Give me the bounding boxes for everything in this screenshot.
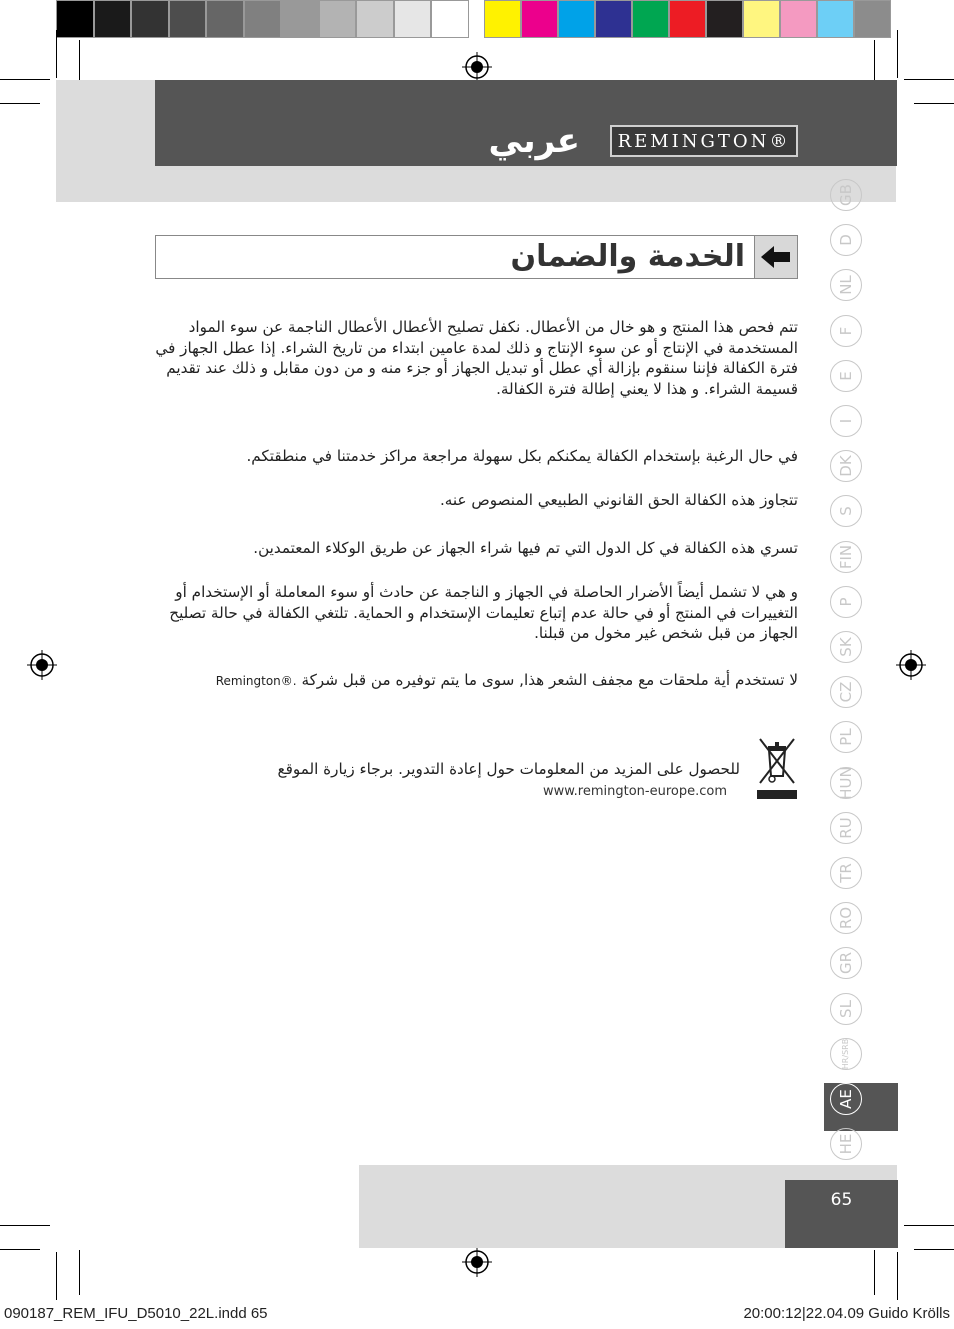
language-tab-d[interactable]: D [830, 224, 862, 256]
color-swatch [780, 0, 817, 38]
process-color-bar [484, 0, 891, 38]
warranty-paragraph-5: و هي لا تشمل أيضاً الأضرار الحاصلة في الجهاز و الناجمة عن حادث أو سوء المعاملة أو الإستخدام أو التغييرات في المنتج أو في حالة عدم إتباع تعليمات الإستخدام و الحماية. تلتغي الكفالة في حالة تصليح الجهاز من قبل شخص غير مخول من قبلنا. [169, 583, 798, 642]
crop-mark [0, 1225, 50, 1226]
language-title: عربي [488, 121, 580, 161]
weee-bar [757, 790, 797, 799]
language-tab-gr[interactable]: GR [830, 947, 862, 979]
language-tab-fin[interactable]: FIN [830, 541, 862, 573]
crop-mark [874, 40, 875, 80]
crop-mark [914, 1249, 954, 1250]
language-tab-gb[interactable]: GB [830, 179, 862, 211]
warranty-paragraph-1: تتم فحص هذا المنتج و هو خال من الأعطال. نكفل تصليح الأعطال الأعطال الناجمة عن سوء المواد المستخدمة في الإنتاج أو عن سوء الإنتاج و ذلك لمدة عامين ابتداء من تاريخ الشراء. إذا عطل الجهاز في فترة الكفالة فإننا سنقوم بإزالة أي عطل أو تبديل الجهاز أو جزء منه و من دون مقابل و ذلك عند تقديم قسيمة الشراء. و هذا لا يعني إطالة فترة الكفالة. [155, 318, 798, 398]
color-swatch [669, 0, 706, 38]
brand-name: Remington®. [215, 674, 297, 688]
color-swatch [743, 0, 780, 38]
file-slug: 090187_REM_IFU_D5010_22L.indd 65 [4, 1305, 268, 1322]
crop-mark [904, 1225, 954, 1226]
color-swatch [394, 0, 432, 38]
language-tab-p[interactable]: P [830, 586, 862, 618]
color-swatch [595, 0, 632, 38]
color-swatch [558, 0, 595, 38]
color-swatch [131, 0, 169, 38]
language-tab-i[interactable]: I [830, 405, 862, 437]
color-swatch [206, 0, 244, 38]
language-tab-e[interactable]: E [830, 360, 862, 392]
color-swatch [706, 0, 743, 38]
crop-mark [897, 30, 898, 78]
accessories-note: لا تستخدم أية ملحقات مع مجفف الشعر هذا, سوى ما يتم توفيره من قبل شركة [301, 671, 798, 689]
color-swatch [484, 0, 521, 38]
section-title: الخدمة والضمان [510, 239, 745, 274]
color-swatch [56, 0, 94, 38]
crop-mark [904, 79, 954, 80]
color-swatch [94, 0, 132, 38]
color-swatch [632, 0, 669, 38]
language-tab-cz[interactable]: CZ [830, 676, 862, 708]
language-tab-he[interactable]: HE [830, 1128, 862, 1160]
color-swatch [854, 0, 891, 38]
color-swatch [431, 0, 469, 38]
language-tab-hr-srb[interactable]: HR/SRB [830, 1038, 862, 1070]
color-swatch [319, 0, 357, 38]
language-tab-s[interactable]: S [830, 495, 862, 527]
crop-mark [79, 40, 80, 80]
language-tab-tr[interactable]: TR [830, 857, 862, 889]
warranty-paragraph-3: تتجاوز هذه الكفالة الحق القانوني الطبيعي المنصوص عنه. [439, 491, 798, 509]
language-tab-ru[interactable]: RU [830, 812, 862, 844]
page-number: 65 [785, 1180, 898, 1248]
crop-mark [897, 1252, 898, 1300]
language-tab-f[interactable]: F [830, 315, 862, 347]
warranty-paragraph-2: في حال الرغبة بإستخدام الكفالة يمكنكم بكل سهولة مراجعة مراكز خدمتنا في منطقتكم. [246, 447, 798, 465]
recycling-url[interactable]: www.remington-europe.com [542, 784, 727, 799]
crop-mark [914, 103, 954, 104]
language-tab-sl[interactable]: SL [830, 993, 862, 1025]
color-swatch [521, 0, 558, 38]
crop-mark [874, 1250, 875, 1295]
color-swatch [281, 0, 319, 38]
crop-mark [56, 1252, 57, 1300]
crop-mark [56, 30, 57, 78]
language-tab-ae[interactable]: AE [830, 1083, 862, 1115]
remington-logo: REMINGTON® [610, 125, 798, 157]
language-tab-ro[interactable]: RO [830, 902, 862, 934]
registration-mark-icon [462, 52, 492, 82]
color-swatch [169, 0, 207, 38]
recycling-info: للحصول على المزيد من المعلومات حول إعادة التدوير. برجاء زيارة الموقع [277, 760, 740, 778]
warranty-paragraph-4: تسري هذه الكفالة في كل الدول التي تم فيها شراء الجهاز عن طريق الوكلاء المعتمدين. [253, 539, 798, 557]
color-swatch [356, 0, 394, 38]
section-icon-box [754, 236, 797, 278]
registration-mark-icon [462, 1247, 492, 1277]
registration-mark-icon [27, 650, 57, 680]
crossed-bin-icon [757, 736, 797, 786]
language-tab-sk[interactable]: SK [830, 631, 862, 663]
language-tab-pl[interactable]: PL [830, 721, 862, 753]
arrow-left-icon [761, 245, 791, 269]
warranty-paragraph-6 [155, 670, 798, 692]
crop-mark [0, 79, 50, 80]
language-tab-nl[interactable]: NL [830, 269, 862, 301]
crop-mark [0, 103, 40, 104]
crop-mark [79, 1250, 80, 1295]
crop-mark [0, 1249, 40, 1250]
color-swatch [817, 0, 854, 38]
registration-mark-icon [896, 650, 926, 680]
language-tab-hun[interactable]: HUN [830, 767, 862, 799]
timestamp-slug: 20:00:12|22.04.09 Guido Krölls [743, 1305, 950, 1322]
grayscale-color-bar [56, 0, 469, 38]
language-tab-dk[interactable]: DK [830, 450, 862, 482]
color-swatch [244, 0, 282, 38]
